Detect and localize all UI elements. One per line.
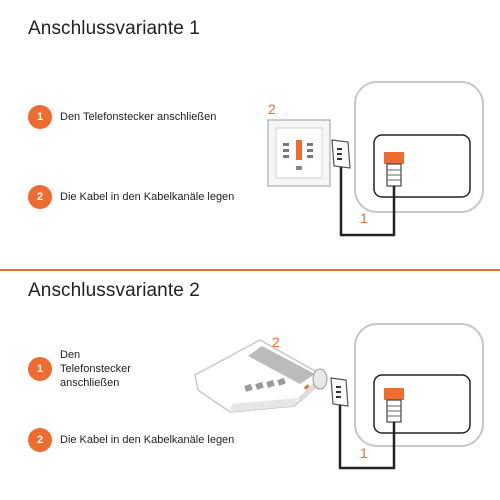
tae-plug-illustration [331,378,348,406]
router-label: 2 [272,334,280,350]
variant-1-title: Anschlussvariante 1 [28,18,200,39]
cable-label: 1 [360,210,368,226]
device-illustration [355,324,483,446]
step-number-badge: 2 [28,428,52,452]
step-text: Den Telefonstecker anschließen [60,111,217,123]
router-illustration [195,340,327,412]
device-illustration [355,82,483,212]
section-divider [0,269,500,271]
wall-socket-illustration [268,120,330,186]
step-number-badge: 1 [28,357,52,381]
socket-label: 2 [268,101,276,117]
step-text: Die Kabel in den Kabelkanäle legen [60,434,235,446]
cable-label: 1 [360,445,368,461]
variant-2-title: Anschlussvariante 2 [28,280,200,301]
step-number-badge: 2 [28,185,52,209]
step-text: Den Telefonstecker anschließen [60,349,131,389]
step-number-badge: 1 [28,105,52,129]
variant-2-section [0,272,500,500]
tae-plug-illustration [332,140,350,168]
variant-2-diagram [0,272,500,500]
step-text: Die Kabel in den Kabelkanäle legen [60,191,235,203]
